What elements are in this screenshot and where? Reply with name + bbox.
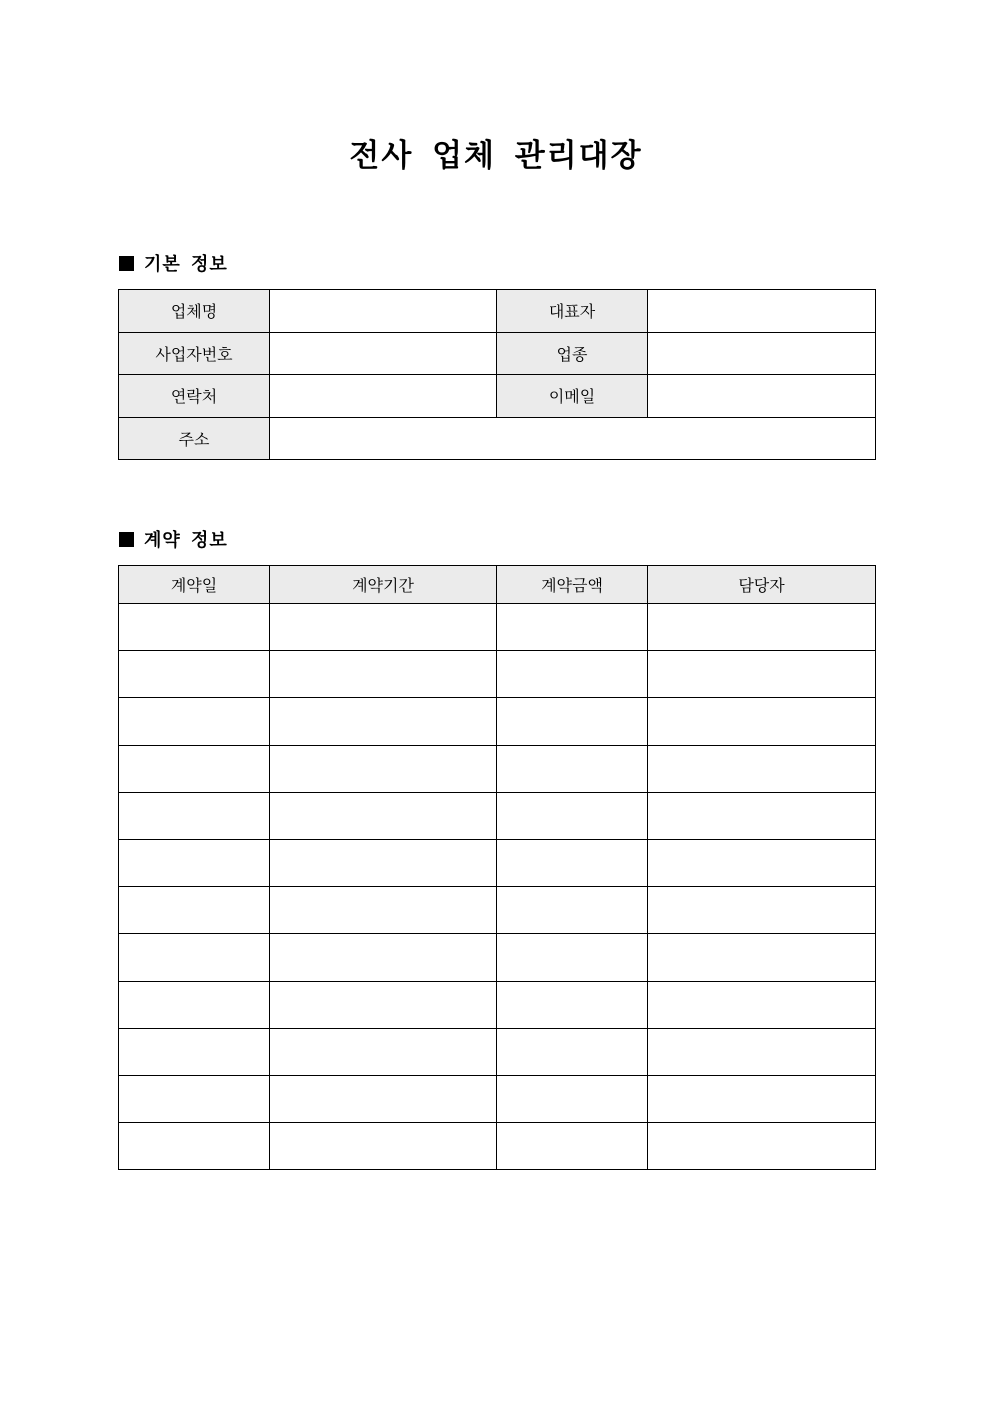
manager-cell[interactable] xyxy=(648,604,876,651)
table-row xyxy=(119,1123,876,1170)
table-row xyxy=(119,651,876,698)
contract-date-cell[interactable] xyxy=(119,698,270,745)
square-bullet-icon xyxy=(119,532,134,547)
contract-period-cell[interactable] xyxy=(270,839,497,886)
contract-amount-cell[interactable] xyxy=(497,887,648,934)
contract-rows xyxy=(119,604,876,1170)
manager-cell[interactable] xyxy=(648,792,876,839)
contract-info-heading-text: 계약 정보 xyxy=(144,530,228,551)
manager-cell[interactable] xyxy=(648,1028,876,1075)
contract-date-cell[interactable] xyxy=(119,1028,270,1075)
table-row xyxy=(119,792,876,839)
table-row xyxy=(119,1075,876,1122)
business-number-label: 사업자번호 xyxy=(119,332,270,375)
address-field[interactable] xyxy=(270,417,876,460)
contract-period-cell[interactable] xyxy=(270,934,497,981)
contract-date-cell[interactable] xyxy=(119,651,270,698)
column-header-contract-amount: 계약금액 xyxy=(497,566,648,604)
contract-date-cell[interactable] xyxy=(119,792,270,839)
contract-info-table xyxy=(118,565,876,1170)
manager-cell[interactable] xyxy=(648,651,876,698)
table-row xyxy=(119,1028,876,1075)
contract-date-cell[interactable] xyxy=(119,839,270,886)
contract-amount-cell[interactable] xyxy=(497,1028,648,1075)
company-name-label: 업체명 xyxy=(119,290,270,333)
table-row xyxy=(119,745,876,792)
column-header-contract-date: 계약일 xyxy=(119,566,270,604)
representative-label: 대표자 xyxy=(497,290,648,333)
contract-period-cell[interactable] xyxy=(270,698,497,745)
email-field[interactable] xyxy=(648,375,876,418)
industry-label: 업종 xyxy=(497,332,648,375)
contract-amount-cell[interactable] xyxy=(497,604,648,651)
manager-cell[interactable] xyxy=(648,698,876,745)
basic-info-heading xyxy=(119,252,228,278)
manager-cell[interactable] xyxy=(648,745,876,792)
table-row xyxy=(119,290,876,333)
table-row xyxy=(119,375,876,418)
contract-amount-cell[interactable] xyxy=(497,1123,648,1170)
contract-date-cell[interactable] xyxy=(119,887,270,934)
column-header-contract-period: 계약기간 xyxy=(270,566,497,604)
contract-amount-cell[interactable] xyxy=(497,981,648,1028)
email-label: 이메일 xyxy=(497,375,648,418)
basic-info-heading-text: 기본 정보 xyxy=(144,254,228,275)
representative-field[interactable] xyxy=(648,290,876,333)
table-row xyxy=(119,981,876,1028)
table-row xyxy=(119,332,876,375)
contract-date-cell[interactable] xyxy=(119,1123,270,1170)
manager-cell[interactable] xyxy=(648,1123,876,1170)
contract-date-cell[interactable] xyxy=(119,604,270,651)
contract-amount-cell[interactable] xyxy=(497,792,648,839)
square-bullet-icon xyxy=(119,256,134,271)
business-number-field[interactable] xyxy=(270,332,497,375)
contract-date-cell[interactable] xyxy=(119,934,270,981)
manager-cell[interactable] xyxy=(648,981,876,1028)
contract-amount-cell[interactable] xyxy=(497,651,648,698)
document-title: 전사 업체 관리대장 xyxy=(349,138,643,174)
contract-date-cell[interactable] xyxy=(119,981,270,1028)
contract-period-cell[interactable] xyxy=(270,887,497,934)
contract-period-cell[interactable] xyxy=(270,651,497,698)
column-header-manager: 담당자 xyxy=(648,566,876,604)
contract-info-heading xyxy=(119,528,228,554)
basic-info-table xyxy=(118,289,876,460)
address-label: 주소 xyxy=(119,417,270,460)
contract-period-cell[interactable] xyxy=(270,604,497,651)
table-row xyxy=(119,839,876,886)
table-row xyxy=(119,698,876,745)
contact-field[interactable] xyxy=(270,375,497,418)
manager-cell[interactable] xyxy=(648,887,876,934)
contract-amount-cell[interactable] xyxy=(497,698,648,745)
contract-period-cell[interactable] xyxy=(270,981,497,1028)
contract-period-cell[interactable] xyxy=(270,1028,497,1075)
table-header-row xyxy=(119,566,876,604)
contract-amount-cell[interactable] xyxy=(497,1075,648,1122)
table-row xyxy=(119,887,876,934)
company-name-field[interactable] xyxy=(270,290,497,333)
table-row xyxy=(119,604,876,651)
contract-period-cell[interactable] xyxy=(270,745,497,792)
contract-amount-cell[interactable] xyxy=(497,745,648,792)
table-row xyxy=(119,934,876,981)
manager-cell[interactable] xyxy=(648,1075,876,1122)
manager-cell[interactable] xyxy=(648,934,876,981)
contract-amount-cell[interactable] xyxy=(497,839,648,886)
contact-label: 연락처 xyxy=(119,375,270,418)
contract-period-cell[interactable] xyxy=(270,1123,497,1170)
manager-cell[interactable] xyxy=(648,839,876,886)
industry-field[interactable] xyxy=(648,332,876,375)
table-row xyxy=(119,417,876,460)
contract-period-cell[interactable] xyxy=(270,792,497,839)
contract-amount-cell[interactable] xyxy=(497,934,648,981)
contract-date-cell[interactable] xyxy=(119,1075,270,1122)
contract-date-cell[interactable] xyxy=(119,745,270,792)
contract-period-cell[interactable] xyxy=(270,1075,497,1122)
